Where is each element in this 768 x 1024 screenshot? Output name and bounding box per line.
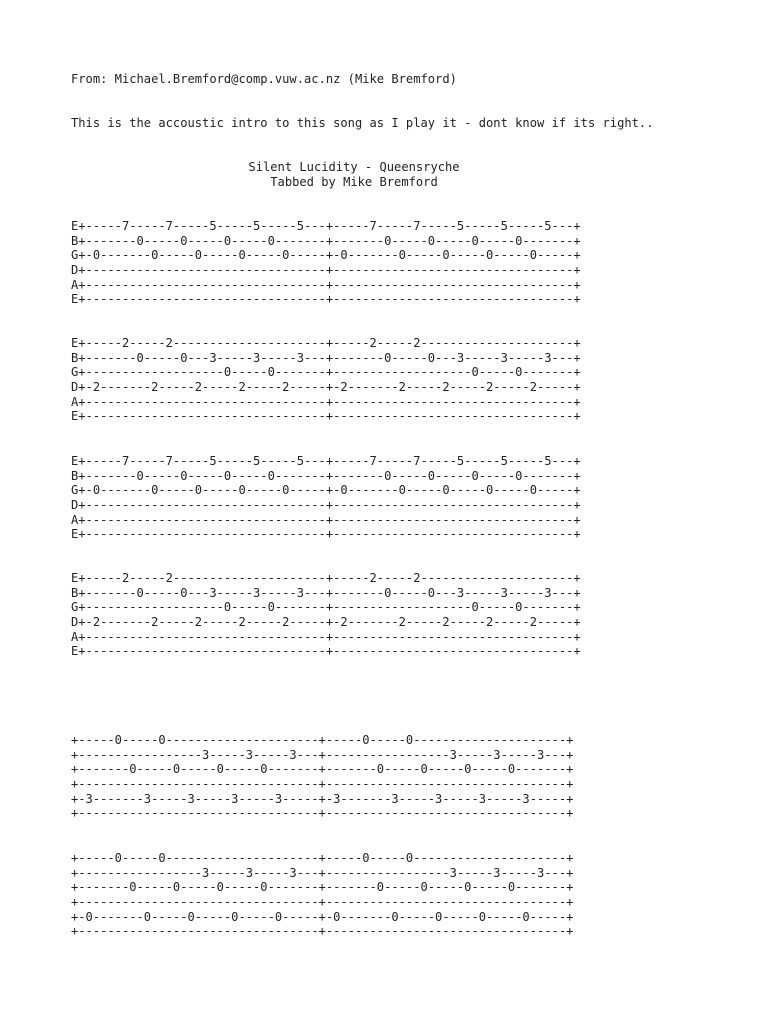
tab-staff-5 [71,733,573,821]
tab-line: A+---------------------------------+---------------------------------+ [71,277,581,292]
tab-line: G+-------------------0-----0-------+-------------------0-----0-------+ [71,365,581,380]
tab-line: +-------0-----0-----0-----0-------+-------0-----0-----0-----0-------+ [71,880,574,895]
title-block [71,160,637,189]
tab-line: +---------------------------------+---------------------------------+ [71,895,574,910]
tab-staff-1 [71,219,581,307]
tab-line: E+-----7-----7-----5-----5-----5---+-----7-----7-----5-----5-----5---+ [71,219,581,233]
tab-line: G+-0-------0-----0-----0-----0-----+-0-------0-----0-----0-----0-----+ [71,248,581,263]
tab-line: E+---------------------------------+---------------------------------+ [71,409,581,424]
tab-staff-3 [71,454,581,542]
tab-staff-2 [71,336,581,424]
tab-line: +-----------------3-----3-----3---+-----------------3-----3-----3---+ [71,865,574,880]
tab-line: +-----------------3-----3-----3---+-----------------3-----3-----3---+ [71,747,574,762]
tab-line: D+---------------------------------+---------------------------------+ [71,263,581,278]
tab-line: E+---------------------------------+---------------------------------+ [71,292,581,307]
tab-line: B+-------0-----0-----0-----0-------+-------0-----0-----0-----0-------+ [71,468,581,483]
tab-staff-4 [71,571,581,659]
tab-line: A+---------------------------------+---------------------------------+ [71,394,581,409]
tab-line: +-------0-----0-----0-----0-------+-------0-----0-----0-----0-------+ [71,762,574,777]
tab-line: A+---------------------------------+---------------------------------+ [71,629,581,644]
tab-line: +---------------------------------+---------------------------------+ [71,777,574,792]
from-line: From: Michael.Bremford@comp.vuw.ac.nz (Mike Bremford) [71,72,457,86]
tab-line: E+---------------------------------+---------------------------------+ [71,644,581,659]
tab-line: G+-0-------0-----0-----0-----0-----+-0-------0-----0-----0-----0-----+ [71,483,581,498]
tab-line: D+-2-------2-----2-----2-----2-----+-2-------2-----2-----2-----2-----+ [71,615,581,630]
tab-line: E+-----2-----2---------------------+-----2-----2---------------------+ [71,336,581,350]
tab-line: E+---------------------------------+---------------------------------+ [71,527,581,542]
tab-line: D+-2-------2-----2-----2-----2-----+-2-------2-----2-----2-----2-----+ [71,380,581,395]
tab-line: +-----0-----0---------------------+-----0-----0---------------------+ [71,733,574,747]
tab-line: D+---------------------------------+---------------------------------+ [71,498,581,513]
tab-line: +---------------------------------+---------------------------------+ [71,806,574,821]
tab-line: +---------------------------------+---------------------------------+ [71,924,574,939]
song-title: Silent Lucidity - Queensryche [248,160,460,174]
intro-line: This is the accoustic intro to this song as I play it - dont know if its right.. [71,116,654,130]
tab-staff-6 [71,851,573,939]
tab-line: B+-------0-----0---3-----3-----3---+-------0-----0---3-----3-----3---+ [71,350,581,365]
tab-line: +-3-------3-----3-----3-----3-----+-3-------3-----3-----3-----3-----+ [71,791,574,806]
tab-line: +-----0-----0---------------------+-----0-----0---------------------+ [71,851,574,865]
tab-line: G+-------------------0-----0-------+-------------------0-----0-------+ [71,600,581,615]
tab-line: E+-----7-----7-----5-----5-----5---+-----7-----7-----5-----5-----5---+ [71,454,581,468]
tab-line: A+---------------------------------+---------------------------------+ [71,512,581,527]
tab-line: +-0-------0-----0-----0-----0-----+-0-------0-----0-----0-----0-----+ [71,909,574,924]
tab-line: B+-------0-----0---3-----3-----3---+-------0-----0---3-----3-----3---+ [71,585,581,600]
tab-line: E+-----2-----2---------------------+-----2-----2---------------------+ [71,571,581,585]
tab-credit: Tabbed by Mike Bremford [270,174,438,189]
tab-line: B+-------0-----0-----0-----0-------+-------0-----0-----0-----0-------+ [71,233,581,248]
